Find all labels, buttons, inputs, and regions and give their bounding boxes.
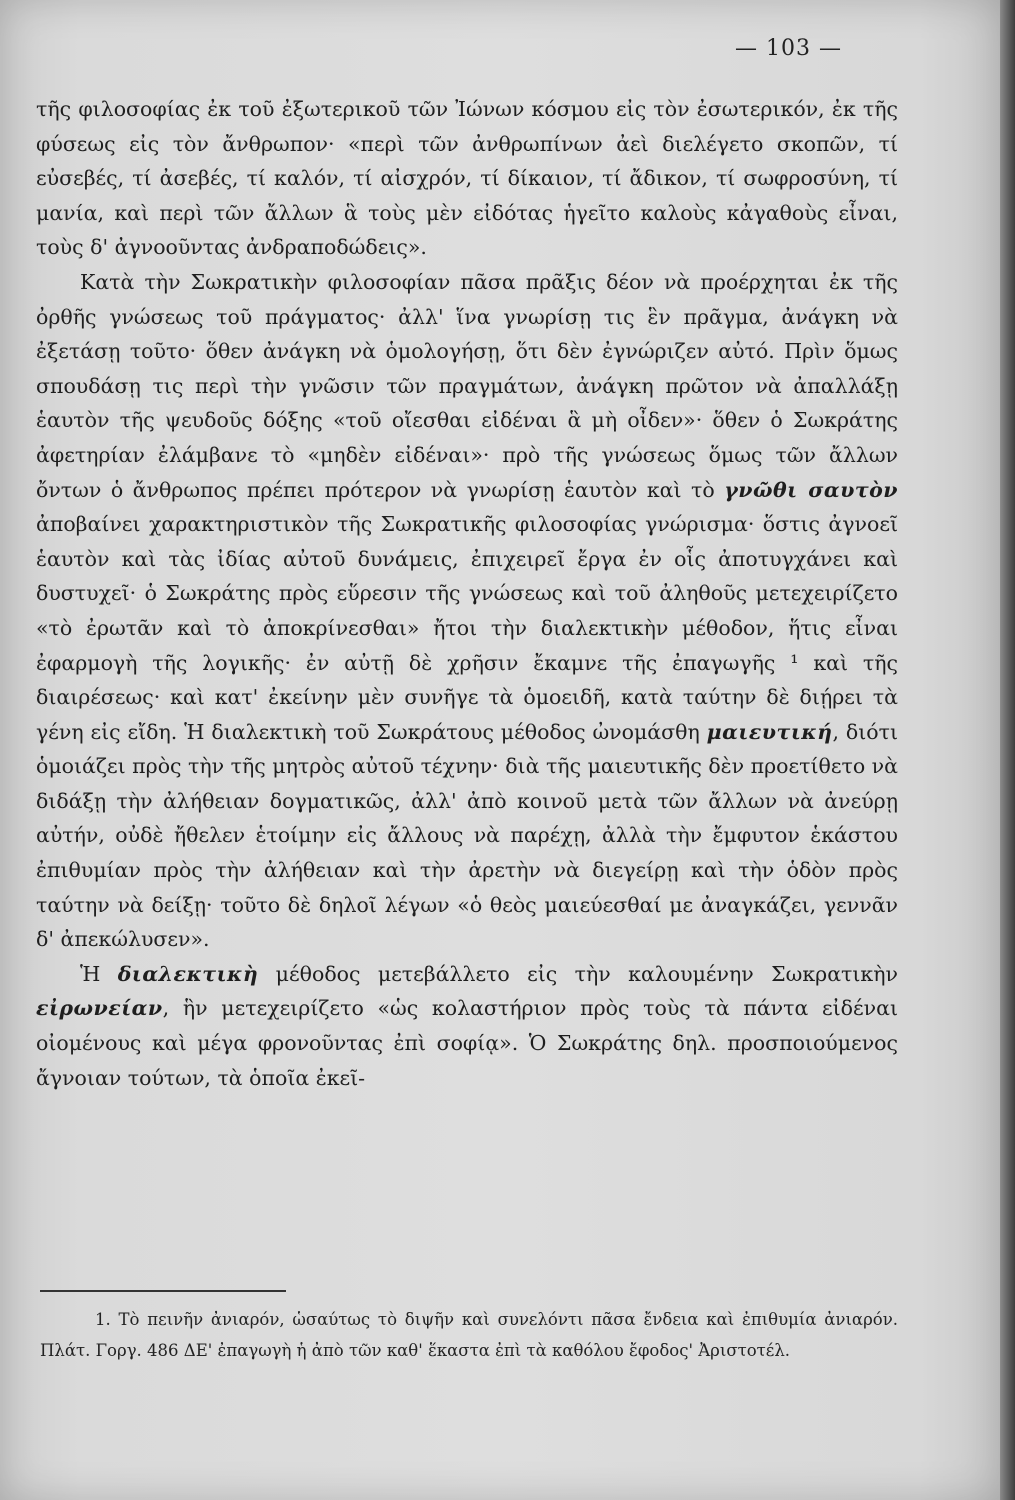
text-run: ἀποβαίνει χαρακτηριστικὸν τῆς Σωκρατικῆς φιλοσοφίας γνώρισμα· ὅστις ἀγνοεῖ ἑαυτὸν καὶ τὰς ἰδίας αὐτοῦ δυνάμεις, ἐπιχειρεῖ ἔργα ἐν οἷς ἀποτυγχάνει καὶ δυστυχεῖ· ὁ Σωκράτης πρὸς εὕρεσιν τῆς γνώσεως καὶ τοῦ ἀληθοῦς μετεχειρίζετο «τὸ ἐρωτᾶν καὶ τὸ ἀποκρίνεσθαι» ἤτοι τὴν διαλεκτικὴν μέθοδον, ἥτις εἶναι ἐφαρμογὴ τῆς λογικῆς· ἐν αὐτῇ δὲ χρῆσιν ἔκαμνε τῆς ἐπαγωγῆς ¹ καὶ τῆς διαιρέσεως· καὶ κατ' ἐκείνην μὲν συνῆγε τὰ ὁμοειδῆ, κατὰ ταύτην δὲ διῄρει τὰ γένη εἰς εἴδη. Ἡ διαλεκτικὴ τοῦ Σωκράτους μέθοδος ὠνομάσθη <box>36 512 898 744</box>
text-run: τῆς φιλοσοφίας ἐκ τοῦ ἐξωτερικοῦ τῶν Ἰώνων κόσμου εἰς τὸν ἐσωτερικόν, ἐκ τῆς φύσεως εἰς τὸν ἄνθρωπον· «περὶ τῶν ἀνθρωπίνων ἀεὶ διελέγετο σκοπῶν, τί εὐσεβές, τί ἀσεβές, τί καλόν, τί αἰσχρόν, τί δίκαιον, τί ἄδικον, τί σωφροσύνη, τί μανία, καὶ περὶ τῶν ἄλλων ἃ τοὺς μὲν εἰδότας ἡγεῖτο καλοὺς κἀγαθοὺς εἶναι, τοὺς δ' ἀγνοοῦντας ἀνδραποδώδεις». <box>36 97 898 260</box>
emphasized-phrase: μαιευτική <box>706 719 833 744</box>
pencil-marks-top <box>202 17 220 62</box>
text-run: , ἣν μετεχειρίζετο «ὡς κολαστήριον πρὸς τοὺς τὰ πάντα εἰδέναι οἰομένους καὶ μέγα φρονοῦντας ἐπὶ σοφίᾳ». Ὁ Σωκράτης δηλ. προσποιούμενος ἄγνοιαν τούτων, τὰ ὁποῖα ἐκεῖ- <box>36 996 898 1090</box>
footnote-text: 1. Τὸ πεινῆν ἀνιαρόν, ὡσαύτως τὸ διψῆν καὶ συνελόντι πᾶσα ἔνδεια καὶ ἐπιθυμία ἀνιαρόν. Πλάτ. Γοργ. 486 ΔΕ' ἐπαγωγὴ ἡ ἀπὸ τῶν καθ' ἕκαστα ἐπὶ τὰ καθόλου ἔφοδος' Ἀριστοτέλ. <box>40 1310 898 1360</box>
emphasized-phrase: διαλεκτικὴ <box>117 961 259 986</box>
pencil-marks-bottom <box>298 1410 313 1451</box>
emphasized-phrase: γνῶθι σαυτὸν <box>724 477 899 502</box>
text-run: Κατὰ τὴν Σωκρατικὴν φιλοσοφίαν πᾶσα πρᾶξις δέον νὰ προέρχηται ἐκ τῆς ὀρθῆς γνώσεως τοῦ πράγματος· ἀλλ' ἵνα γνωρίσῃ τις ἓν πρᾶγμα, ἀνάγκη νὰ ἐξετάσῃ τοῦτο· ὅθεν ἀνάγκη νὰ ὁμολογήσῃ, ὅτι δὲν ἐγνώριζεν αὐτό. Πρὶν ὅμως σπουδάσῃ τις περὶ τὴν γνῶσιν τῶν πραγμάτων, ἀνάγκη πρῶτον νὰ ἀπαλλάξῃ ἑαυτὸν τῆς ψευδοῦς δόξης «τοῦ οἴεσθαι εἰδέναι ἃ μὴ οἶδεν»· ὅθεν ὁ Σωκράτης ἀφετηρίαν ἐλάμβανε τὸ «μηδὲν εἰδέναι»· πρὸ τῆς γνώσεως ὅμως τῶν ἄλλων ὄντων ὁ ἄνθρωπος πρέπει πρότερον νὰ γνωρίσῃ ἑαυτὸν καὶ τὸ <box>36 269 898 502</box>
text-run: Ἡ <box>80 961 118 986</box>
book-spine-edge <box>1000 0 1015 1500</box>
footnote <box>40 1304 898 1366</box>
body-text <box>36 92 898 1095</box>
text-run: , διότι ὁμοιάζει πρὸς τὴν τῆς μητρὸς αὐτοῦ τέχνην· διὰ τῆς μαιευτικῆς δὲν προετίθετο νὰ διδάξῃ τὴν ἀλήθειαν δογματικῶς, ἀλλ' ἀπὸ κοινοῦ μετὰ τῶν ἄλλων νὰ ἀνεύρῃ αὐτήν, οὐδὲ ἤθελεν ἑτοίμην εἰς ἄλλους νὰ παρέχῃ, ἀλλὰ τὴν ἔμφυτον ἑκάστου ἐπιθυμίαν πρὸς τὴν ἀλήθειαν καὶ τὴν ἀρετὴν νὰ διεγείρῃ καὶ τὴν ὁδὸν πρὸς ταύτην νὰ δείξῃ· τοῦτο δὲ δηλοῖ λέγων «ὁ θεὸς μαιεύεσθαί με ἀναγκάζει, γεννᾶν δ' ἀπεκώλυσεν». <box>36 719 899 952</box>
page-number: — 103 — <box>735 36 842 61</box>
paragraph <box>36 265 898 957</box>
emphasized-phrase: εἰρωνείαν <box>36 996 163 1021</box>
text-run: μέθοδος μετεβάλλετο εἰς τὴν καλουμένην Σωκρατικὴν <box>258 961 898 986</box>
footnote-divider <box>40 1290 286 1292</box>
paragraph <box>36 957 898 1095</box>
paragraph <box>36 92 898 265</box>
